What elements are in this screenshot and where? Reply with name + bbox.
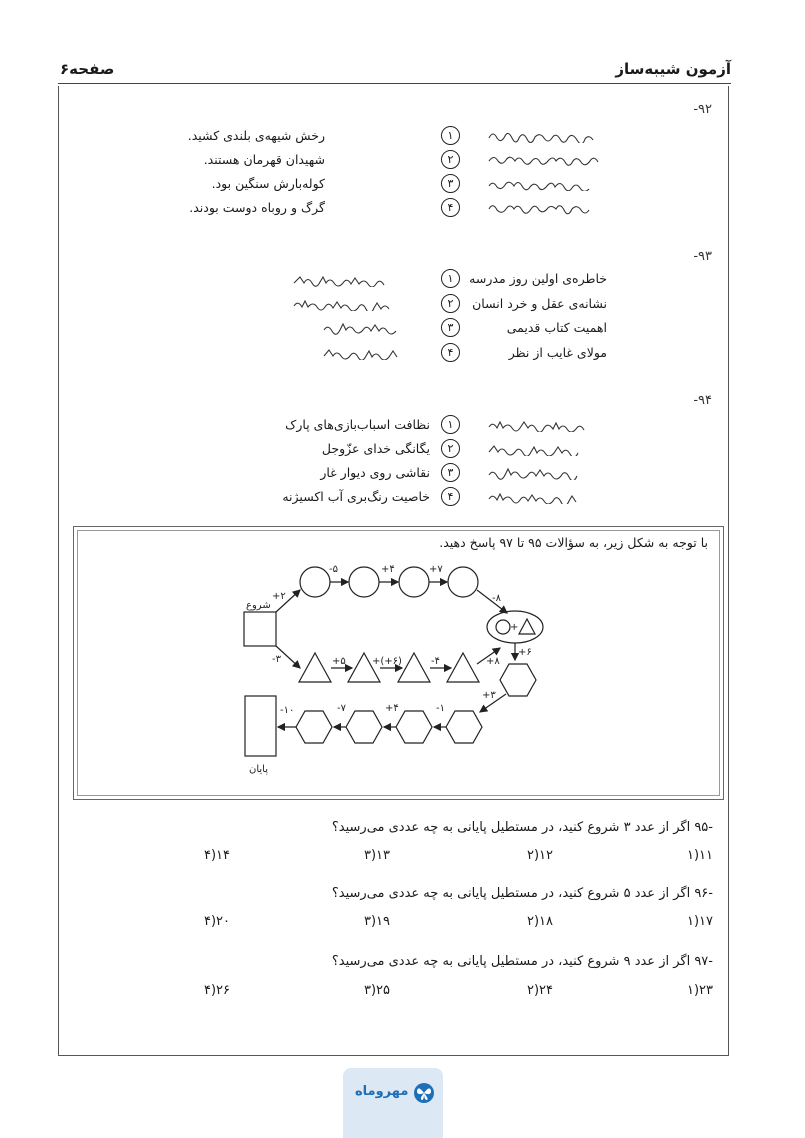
- option-number-circle: ۳: [441, 463, 460, 482]
- q96-answer-2: ۱۸(۲: [526, 914, 553, 929]
- op-hex-out: +۳: [482, 690, 496, 701]
- op-h1: -۱: [436, 703, 445, 714]
- op-oval-out: +۶: [518, 647, 532, 658]
- q93-option-4: مولای غایب از نظر: [508, 345, 607, 360]
- q95-answer-2: ۱۲(۲: [526, 848, 553, 863]
- option-number-circle: ۴: [441, 198, 460, 217]
- question-94-number: -۹۴: [693, 393, 712, 408]
- option-number-circle: ۳: [441, 174, 460, 193]
- q97-answer-2: ۲۴(۲: [526, 983, 553, 998]
- start-rectangle: [244, 612, 276, 646]
- option-number-circle: ۲: [441, 150, 460, 169]
- question-92-number: -۹۲: [693, 102, 712, 117]
- option-number-circle: ۴: [441, 343, 460, 362]
- op-t4: +۸: [486, 656, 500, 667]
- page-number: صفحه۶: [60, 60, 115, 78]
- q92-option-1: رخش شیهه‌ی بلندی کشید.: [187, 128, 325, 143]
- hexagon-node-4: [296, 711, 332, 743]
- exam-title: آزمون شیبه‌ساز: [615, 60, 731, 78]
- op-c4: -۸: [492, 593, 501, 604]
- q95-answer-1: ۱۱(۱: [686, 848, 713, 863]
- q97-answer-3: ۲۵(۳: [363, 983, 390, 998]
- op-c3: +۷: [429, 564, 443, 575]
- hexagon-node-3: [346, 711, 382, 743]
- circle-node-1: [300, 567, 330, 597]
- hexagon-node-2: [396, 711, 432, 743]
- op-start-up: +۲: [272, 591, 286, 602]
- brand-name: مهروماه: [355, 1084, 409, 1099]
- q93-option-2: نشانه‌ی عقل و خرد انسان: [472, 296, 607, 311]
- option-number-circle: ۲: [441, 439, 460, 458]
- circle-node-4: [448, 567, 478, 597]
- q94-option-3: نقاشی روی دیوار غار: [320, 465, 430, 480]
- op-c1: -۵: [329, 564, 338, 575]
- circle-node-3: [399, 567, 429, 597]
- option-number-circle: ۲: [441, 294, 460, 313]
- question-95-text: -۹۵ اگر از عدد ۳ شروع کنید، در مستطیل پایانی به چه عددی می‌رسید؟: [331, 820, 713, 835]
- q96-answer-4: ۲۰(۴: [203, 914, 230, 929]
- q95-answer-3: ۱۳(۳: [363, 848, 390, 863]
- op-t3: -۴: [431, 656, 440, 667]
- diagram-instruction: با توجه به شکل زیر، به سؤالات ۹۵ تا ۹۷ پاسخ دهید.: [439, 535, 708, 550]
- triangle-node-3: [398, 653, 430, 682]
- op-h2: +۴: [385, 703, 399, 714]
- op-c2: +۴: [381, 564, 395, 575]
- circle-node-2: [349, 567, 379, 597]
- butterfly-icon: [413, 1082, 435, 1104]
- op-start-down: -۳: [272, 654, 281, 665]
- q97-answer-1: ۲۳(۱: [686, 983, 713, 998]
- option-number-circle: ۱: [441, 126, 460, 145]
- option-number-circle: ۱: [441, 415, 460, 434]
- hexagon-node-1: [446, 711, 482, 743]
- q94-option-2: یگانگی خدای عزّوجل: [321, 441, 430, 456]
- q92-option-2: شهیدان قهرمان هستند.: [203, 152, 325, 167]
- q96-answer-3: ۱۹(۳: [363, 914, 390, 929]
- option-number-circle: ۴: [441, 487, 460, 506]
- op-t1: +۵: [332, 656, 346, 667]
- op-t2: +(+۶): [372, 656, 402, 667]
- op-oval-plus: +: [510, 622, 519, 633]
- start-label: شروع: [246, 600, 271, 611]
- q92-option-3: کوله‌بارش سنگین بود.: [211, 176, 325, 191]
- q93-option-1: خاطره‌ی اولین روز مدرسه: [469, 271, 607, 286]
- q94-option-1: نظافت اسباب‌بازی‌های پارک: [285, 417, 430, 432]
- triangle-node-4: [447, 653, 479, 682]
- op-h3: -۷: [337, 703, 346, 714]
- q93-option-3: اهمیت کتاب قدیمی: [506, 320, 607, 335]
- triangle-node-1: [299, 653, 331, 682]
- end-label: پایان: [249, 764, 269, 775]
- q97-answer-4: ۲۶(۴: [203, 983, 230, 998]
- q94-option-4: خاصیت رنگ‌بری آب اکسیژنه: [282, 489, 430, 504]
- end-rectangle: [245, 696, 276, 756]
- question-97-text: -۹۷ اگر از عدد ۹ شروع کنید، در مستطیل پایانی به چه عددی می‌رسید؟: [331, 954, 713, 969]
- option-number-circle: ۳: [441, 318, 460, 337]
- hexagon-node-right: [500, 664, 536, 696]
- option-number-circle: ۱: [441, 269, 460, 288]
- q96-answer-1: ۱۷(۱: [686, 914, 713, 929]
- publisher-logo: [343, 1068, 443, 1138]
- op-h4: -۱۰: [280, 705, 295, 716]
- q92-option-4: گرگ و روباه دوست بودند.: [189, 200, 325, 215]
- question-96-text: -۹۶ اگر از عدد ۵ شروع کنید، در مستطیل پایانی به چه عددی می‌رسید؟: [331, 886, 713, 901]
- q95-answer-4: ۱۴(۴: [203, 848, 230, 863]
- question-93-number: -۹۳: [693, 249, 712, 264]
